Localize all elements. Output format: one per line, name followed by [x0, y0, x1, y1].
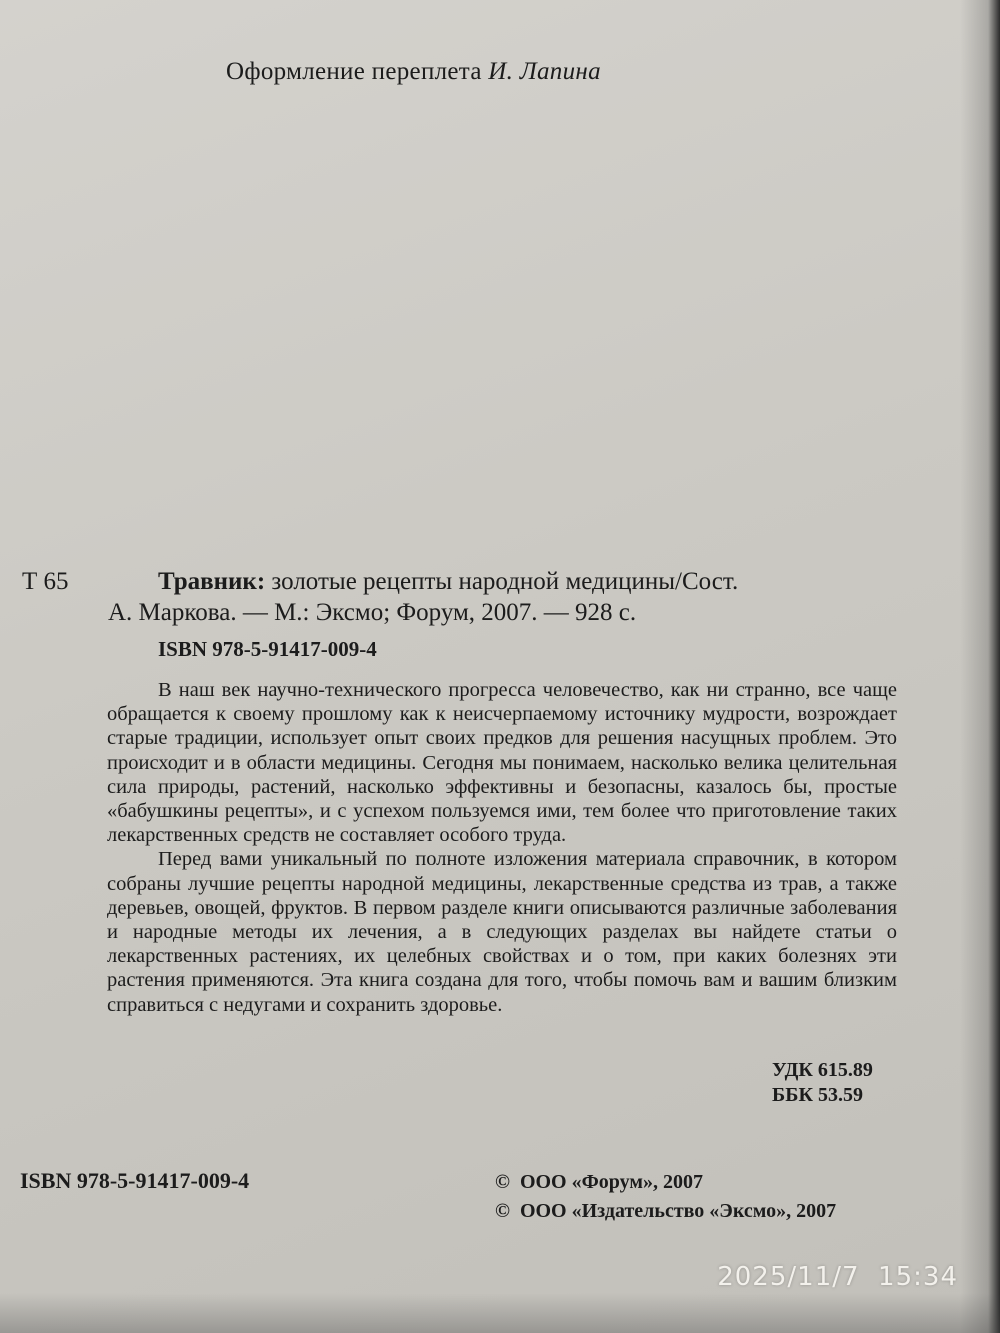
credit-prefix: Оформление переплета [226, 58, 489, 85]
bib-line-1 [108, 566, 908, 597]
annotation-paragraph-2: Перед вами уникальный по полноте изложения материала справочник, в котором собраны лучшие рецепты народной медицины, лекарственные средства из трав, а также деревьев, овощей, фруктов. В первом разделе книги описываются различные заболевания и народные методы их лечения, а в следующих разделах вы найдете статьи о лекарственных растениях, их целебных свойствах и о том, при каких болезнях эти растения применяются. Эта книга создана для того, чтобы помочь вам и вашим близким справиться с недугами и сохранить здоровье. [107, 848, 897, 1016]
book-title: Травник: [158, 568, 266, 595]
copyright-eksmo: © ООО «Издательство «Эксмо», 2007 [495, 1200, 837, 1222]
isbn-footer: ISBN 978-5-91417-009-4 [20, 1168, 250, 1193]
bbk-code: ББК 53.59 [772, 1084, 863, 1106]
annotation-paragraph-1: В наш век научно-технического прогресса человечество, как ни странно, все чаще обращается к своему прошлому как к неисчерпаемому источнику мудрости, возрождает старые традиции, использует опыт своих предков для решения насущных проблем. Это происходит и в области медицины. Сегодня мы понимаем, насколько велика целительная сила природы, растений, насколько эффективны и безопасны, казалось бы, простые «бабушкины рецепты», и с успехом пользуемся ими, тем более что приготовление таких лекарственных средств не составляет особого труда. [107, 679, 897, 847]
copyright-block [495, 1168, 836, 1226]
bib-line-1-rest: золотые рецепты народной медицины/Сост. [265, 568, 739, 595]
annotation [107, 678, 897, 1017]
book-page-edge [960, 0, 1000, 1333]
bib-line-2: А. Маркова. — М.: Эксмо; Форум, 2007. — 928 с. [108, 599, 637, 626]
photo-timestamp: 2025/11/7 15:34 [717, 1262, 958, 1292]
copyright-forum: © ООО «Форум», 2007 [495, 1171, 704, 1193]
cover-design-credit [226, 58, 601, 86]
udk-code: УДК 615.89 [772, 1059, 873, 1081]
credit-name: И. Лапина [488, 58, 601, 85]
isbn-main: ISBN 978-5-91417-009-4 [158, 637, 377, 661]
bibliographic-record [108, 566, 908, 628]
page-bottom-shadow [0, 1293, 1000, 1333]
classification-codes [772, 1058, 873, 1108]
catalog-code: Т 65 [22, 568, 69, 595]
